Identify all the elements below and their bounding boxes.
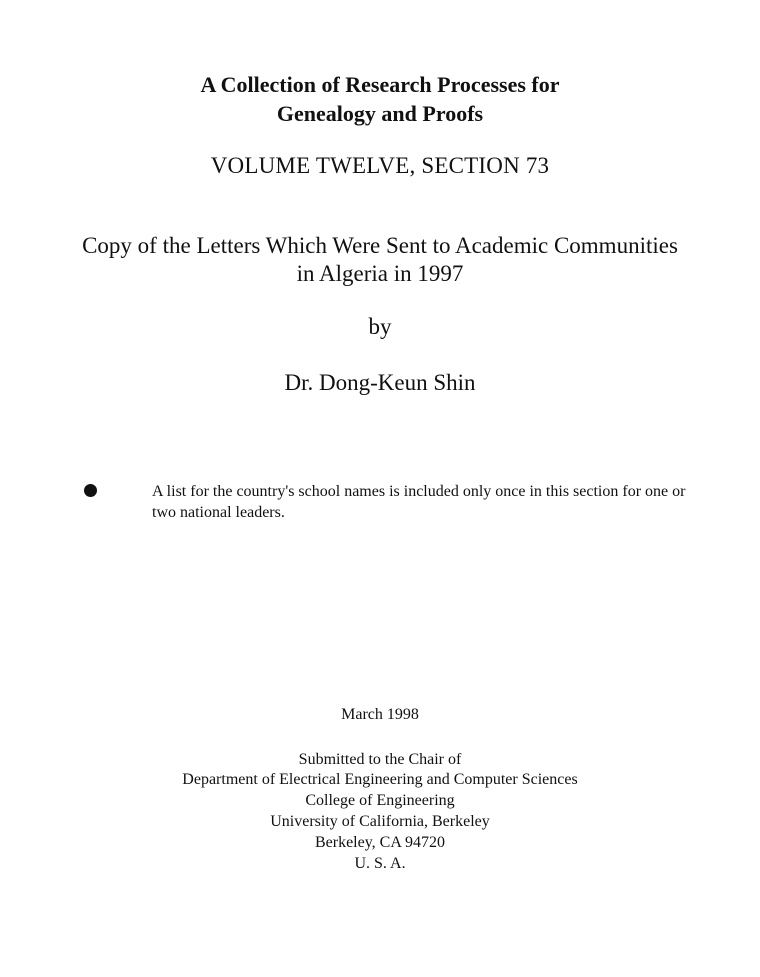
author-name: Dr. Dong-Keun Shin xyxy=(284,370,476,395)
note-text: A list for the country's school names is included only once in this section for one or two national leaders. xyxy=(152,483,686,521)
submission-line-country: U. S. A. xyxy=(354,855,406,872)
by-label: by xyxy=(368,314,392,339)
submission-line-department: Department of Electrical Engineering and Computer Sciences xyxy=(182,771,578,788)
collection-title-line-2: Genealogy and Proofs xyxy=(276,101,484,126)
submission-line-college: College of Engineering xyxy=(305,792,455,809)
submission-line-city: Berkeley, CA 94720 xyxy=(314,834,446,851)
submission-line-university: University of California, Berkeley xyxy=(270,813,490,830)
volume-heading: VOLUME TWELVE, SECTION 73 xyxy=(210,153,550,178)
submission-date: March 1998 xyxy=(341,706,419,723)
collection-title-line-1: A Collection of Research Processes for xyxy=(200,72,560,97)
submission-line-recipient: Submitted to the Chair of xyxy=(298,751,462,768)
section-subject-line-2: in Algeria in 1997 xyxy=(296,261,464,286)
bullet-icon xyxy=(84,484,97,497)
section-subject-line-1: Copy of the Letters Which Were Sent to Academic Communities xyxy=(82,233,678,258)
